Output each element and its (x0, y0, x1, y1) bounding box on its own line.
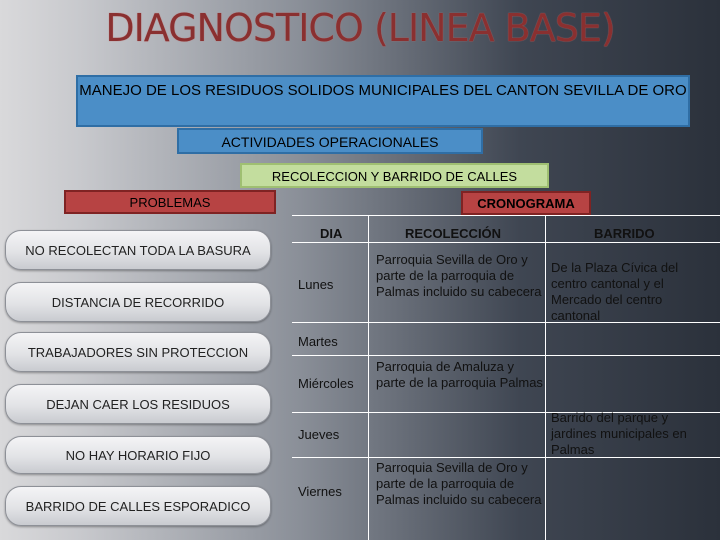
collection-cell: Parroquia de Amaluza y parte de la parroquia Palmas (376, 359, 543, 390)
sweeping-cell: De la Plaza Cívica del centro cantonal y el Mercado del centro cantonal (551, 260, 679, 323)
table-rule (292, 215, 720, 216)
collection-cell: Parroquia Sevilla de Oro y parte de la parroquia de Palmas incluido su cabecera (376, 252, 542, 299)
day-cell: Lunes (298, 277, 334, 292)
day-cell: Jueves (298, 427, 340, 442)
table-rule (292, 242, 720, 243)
table-divider (545, 215, 546, 540)
schedule-heading: CRONOGRAMA (461, 191, 591, 215)
table-rule (292, 355, 720, 356)
table-divider (368, 215, 369, 540)
day-cell: Martes (298, 334, 338, 349)
activities-heading: ACTIVIDADES OPERACIONALES (177, 128, 483, 154)
problem-item: DEJAN CAER LOS RESIDUOS (5, 384, 271, 424)
problem-item: NO RECOLECTAN TODA LA BASURA (5, 230, 271, 270)
column-header-collection: RECOLECCIÓN (405, 226, 502, 241)
problem-item: TRABAJADORES SIN PROTECCION (5, 332, 271, 372)
column-header-day: DIA (320, 226, 343, 241)
collection-heading: RECOLECCION Y BARRIDO DE CALLES (240, 163, 549, 188)
problem-item: NO HAY HORARIO FIJO (5, 436, 271, 474)
sweeping-cell: Barrido del parque y jardines municipales en Palmas (551, 410, 687, 457)
collection-cell: Parroquia Sevilla de Oro y parte de la parroquia de Palmas incluido su cabecera (376, 460, 542, 507)
page-title: DIAGNOSTICO (LINEA BASE) (105, 6, 615, 50)
problem-item: BARRIDO DE CALLES ESPORADICO (5, 486, 271, 526)
problems-heading: PROBLEMAS (64, 190, 276, 214)
column-header-sweeping: BARRIDO (594, 226, 655, 241)
day-cell: Miércoles (298, 376, 354, 391)
day-cell: Viernes (298, 484, 342, 499)
main-heading: MANEJO DE LOS RESIDUOS SOLIDOS MUNICIPALES DEL CANTON SEVILLA DE ORO (76, 75, 690, 127)
problem-item: DISTANCIA DE RECORRIDO (5, 282, 271, 322)
